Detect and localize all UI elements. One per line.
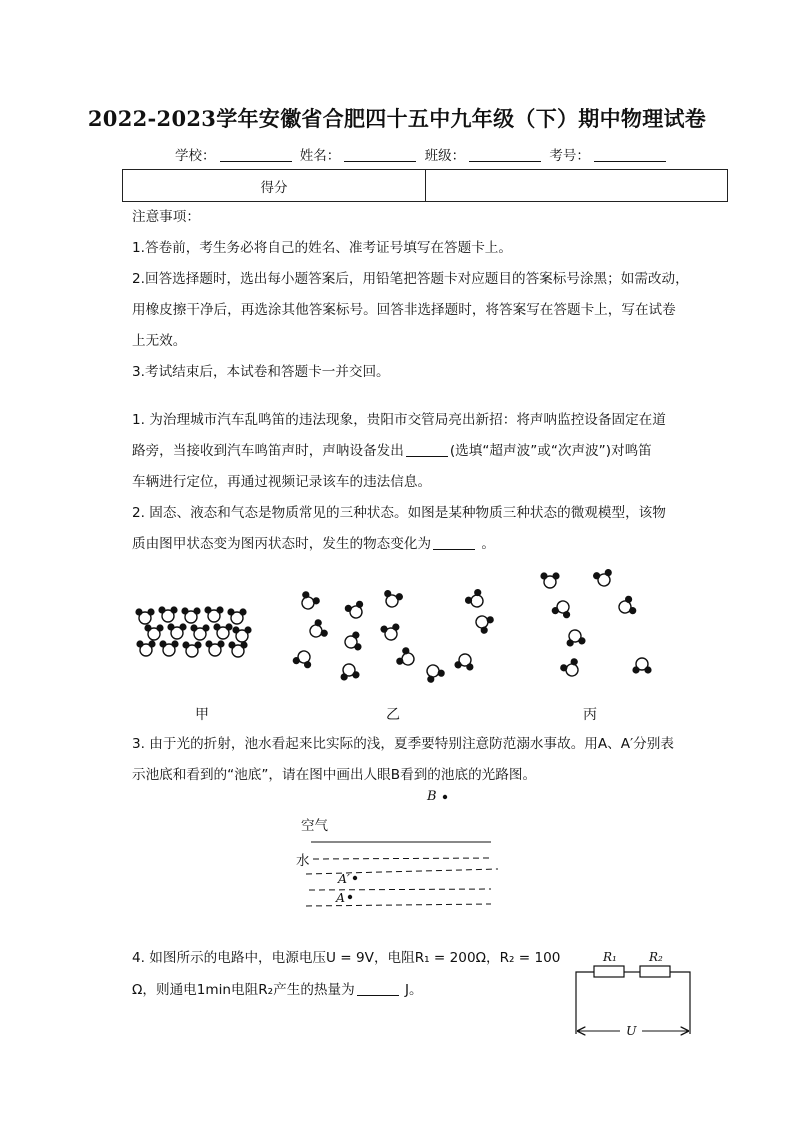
student-info-line bbox=[175, 144, 670, 164]
q4-line1: 4. 如图所示的电路中，电源电压U = 9V，电阻R₁ = 200Ω，R₂ = 100 bbox=[132, 950, 561, 966]
water-dash-line bbox=[313, 858, 491, 859]
label-solid: 甲 bbox=[195, 707, 209, 723]
notice-item: 用橡皮擦干净后，再选涂其他答案标号。回答非选择题时，将答案写在答题卡上，写在试卷 bbox=[132, 302, 676, 318]
page-title: 2022-2023学年安徽省合肥四十五中九年级（下）期中物理试卷 bbox=[87, 106, 707, 131]
label-gas: 丙 bbox=[583, 707, 597, 723]
refraction-diagram bbox=[290, 785, 510, 915]
notice-item: 2.回答选择题时，选出每小题答案后，用铅笔把答题卡对应题目的答案标号涂黑；如需改动， bbox=[132, 271, 689, 287]
gas-state-diagram bbox=[540, 568, 651, 680]
q1-answer-blank[interactable] bbox=[406, 442, 448, 457]
real-bottom-point bbox=[348, 895, 352, 899]
name-blank[interactable] bbox=[344, 147, 416, 162]
r1-label: R₁ bbox=[603, 950, 617, 964]
q2-line1: 2. 固态、液态和气态是物质常见的三种状态。如图是某种物质三种状态的微观模型，该物 bbox=[132, 505, 666, 521]
q1-line1: 1. 为治理城市汽车乱鸣笛的违法现象，贵阳市交管局亮出新招：将声呐监控设备固定在道 bbox=[132, 412, 666, 428]
resistor-r1 bbox=[594, 966, 624, 977]
score-cell[interactable] bbox=[426, 170, 727, 201]
apparent-bottom-point bbox=[353, 876, 357, 880]
solid-state-diagram bbox=[135, 606, 251, 657]
score-table bbox=[122, 169, 728, 202]
air-label: 空气 bbox=[301, 818, 328, 834]
q3-line1: 3. 由于光的折射，池水看起来比实际的浅，夏季要特别注意防范溺水事故。用A、A′分别表 bbox=[132, 736, 674, 752]
school-label: 学校： bbox=[175, 148, 216, 164]
voltage-label: U bbox=[626, 1023, 637, 1038]
liquid-state-diagram bbox=[292, 587, 495, 684]
a-label: A bbox=[336, 890, 346, 905]
r2-label: R₂ bbox=[649, 950, 663, 964]
number-blank[interactable] bbox=[594, 147, 666, 162]
water-dash-line bbox=[306, 904, 491, 906]
q2-line2 bbox=[132, 529, 692, 560]
q4-line2-text-end: J。 bbox=[400, 982, 423, 998]
q2-answer-blank[interactable] bbox=[433, 535, 475, 550]
notice-item: 上无效。 bbox=[132, 333, 187, 349]
q2-line2-text-end: 。 bbox=[477, 536, 495, 552]
notice-item: 3.考试结束后，本试卷和答题卡一并交回。 bbox=[132, 364, 390, 380]
label-liquid: 乙 bbox=[386, 707, 400, 723]
name-label: 姓名： bbox=[299, 148, 341, 164]
score-label: 得分 bbox=[123, 170, 426, 201]
water-dash-line bbox=[306, 869, 498, 874]
resistor-r2 bbox=[640, 966, 670, 977]
eye-point-b bbox=[443, 795, 447, 799]
class-label: 班级： bbox=[424, 148, 466, 164]
school-blank[interactable] bbox=[220, 147, 292, 162]
q1-line2-text: 路旁，当接收到汽车鸣笛声时，声呐设备发出 bbox=[132, 443, 404, 459]
eye-b-label: B bbox=[427, 789, 437, 804]
q1-line2 bbox=[132, 436, 692, 467]
a-prime-label: A′ bbox=[338, 871, 350, 886]
water-label: 水 bbox=[296, 853, 310, 869]
water-dash-line bbox=[309, 889, 491, 890]
circuit-wire bbox=[670, 972, 690, 1034]
notice-heading: 注意事项： bbox=[132, 209, 200, 225]
notice-item: 1.答卷前，考生务必将自己的姓名、准考证号填写在答题卡上。 bbox=[132, 240, 512, 256]
q2-line2-text: 质由图甲状态变为图丙状态时，发生的物态变化为 bbox=[132, 536, 432, 552]
number-label: 考号： bbox=[549, 148, 590, 164]
q4-answer-blank[interactable] bbox=[357, 981, 399, 996]
q4-line2-text: Ω，则通电1min电阻R₂产生的热量为 bbox=[132, 982, 355, 998]
q1-line3: 车辆进行定位，再通过视频记录该车的违法信息。 bbox=[132, 474, 432, 490]
q1-line2-text-end: (选填“超声波”或“次声波”)对鸣笛 bbox=[449, 443, 652, 459]
class-blank[interactable] bbox=[469, 147, 541, 162]
circuit-wire bbox=[576, 972, 594, 1034]
q3-line2: 示池底和看到的“池底”，请在图中画出人眼B看到的池底的光路图。 bbox=[132, 767, 537, 783]
molecule-states-figure bbox=[0, 565, 794, 725]
